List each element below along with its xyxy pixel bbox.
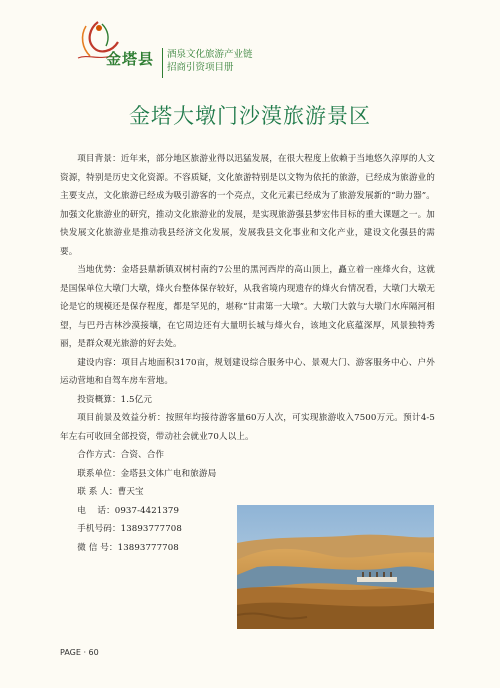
brochure-subtitle — [167, 48, 253, 74]
wechat-id: 微 信 号：13893777708 — [77, 542, 179, 553]
page-title: 金塔大墩门沙漠旅游景区 — [129, 104, 371, 128]
project-description — [60, 150, 435, 557]
header-divider — [162, 48, 163, 78]
cooperation-mode: 合作方式：合资、合作 — [77, 450, 165, 460]
county-logo-text: 金塔县 — [106, 50, 155, 68]
contact-person: 联 系 人：曹天宝 — [77, 487, 144, 497]
prospects-analysis: 项目前景及效益分析：按照年均接待游客量60万人次，可实现旅游收入7500万元。预计4-5年左右可收回全部投资，带动社会就业70人以上。 — [60, 413, 435, 442]
investment-estimate: 投资概算：1.5亿元 — [77, 394, 153, 405]
contact-unit: 联系单位：金塔县文体广电和旅游局 — [77, 468, 217, 479]
project-background: 项目背景：近年来，部分地区旅游业得以迅猛发展，在很大程度上依赖于当地悠久淳厚的人文资源，特别是历史文化资源。不容质疑，文化旅游特别是以文物为依托的旅游，已经成为旅游业的主要支点，文化旅游已经成为吸引游客的一个亮点，文化元素已经成为了旅游发展新的“助力器”。加强文化旅游业的研究，推动文化旅游业的发展，是实现旅游强县梦宏伟目标的重大课题之一。加快发展文化旅游业是推动我县经济文化发展，发展我县文化事业和文化产业，建设文化强县的需要。 — [60, 154, 435, 257]
subtitle-line-2: 招商引资项目册 — [167, 62, 234, 73]
page-number: PAGE · 60 — [60, 648, 99, 657]
mobile-number: 手机号码：13893777708 — [77, 524, 182, 534]
construction-content: 建设内容：项目占地面积3170亩，规划建设综合服务中心、景观大门、游客服务中心、户外运动营地和自驾车房车营地。 — [60, 357, 435, 386]
subtitle-line-1: 酒泉文化旅游产业链 — [167, 49, 253, 60]
local-advantages: 当地优势：金塔县鼎新镇双树村南约7公里的黑河西岸的高山顶上，矗立着一座烽火台，这就是国保单位大墩门大墩，烽火台整体保存较好，从我省境内现遗存的烽火台情况看，大墩门大墩无论是它的规模还是保存程度，都是罕见的，堪称“甘肃第一大墩”。大墩门大敦与大墩门水库隔河相望，与巴丹吉林沙漠接壤，在它周边还有大量明长城与烽火台，该地文化底蕴深厚，风景独特秀丽，是群众观光旅游的好去处。 — [60, 265, 435, 349]
telephone: 电 话：0937-4421379 — [77, 505, 180, 516]
desert-landscape-photo — [237, 505, 434, 629]
